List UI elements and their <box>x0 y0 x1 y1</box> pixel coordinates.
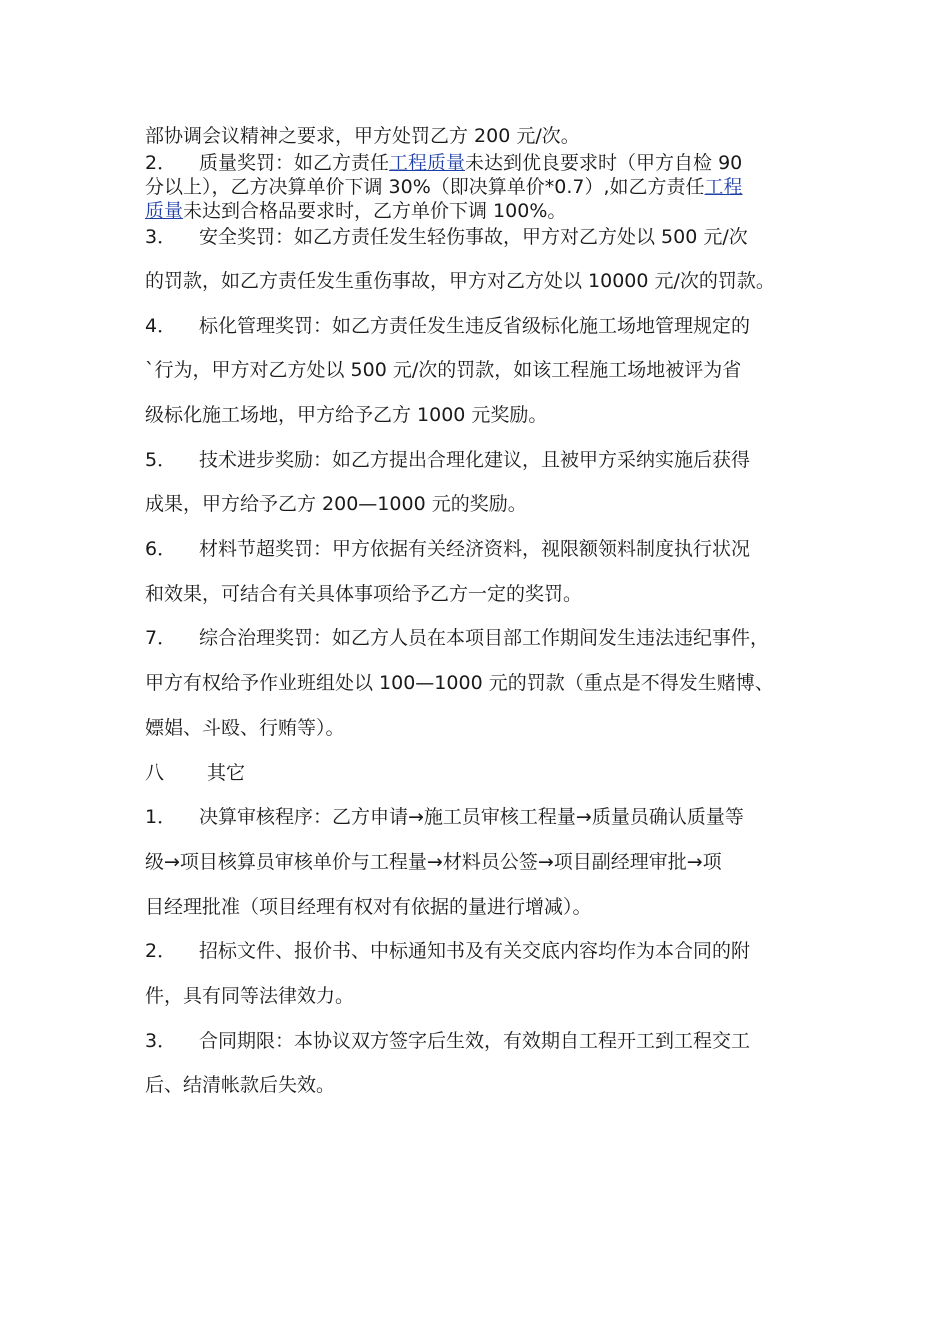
text-line <box>145 671 774 695</box>
text-line <box>145 269 775 293</box>
text-line <box>145 984 354 1008</box>
text-segment: 部协调会议精神之要求，甲方处罚乙方 200 元/次。 <box>145 125 580 147</box>
text-segment: 技术进步奖励：如乙方提出合理化建议，且被甲方采纳实施后获得 <box>199 449 751 471</box>
section-number: 八 <box>145 762 165 784</box>
text-segment: 招标文件、报价书、中标通知书及有关交底内容均作为本合同的附 <box>199 940 751 962</box>
item-number: 2． <box>145 152 177 174</box>
text-line <box>145 448 750 472</box>
text-segment: 未达到优良要求时（甲方自检 90 <box>465 152 743 174</box>
item-number: 6． <box>145 538 177 560</box>
text-line <box>145 151 742 175</box>
text-line <box>145 225 748 249</box>
text-line <box>145 626 769 650</box>
text-line <box>145 314 750 338</box>
text-line <box>145 537 750 561</box>
item-number: 3． <box>145 1030 177 1052</box>
item-number: 2． <box>145 940 177 962</box>
item-number: 3． <box>145 226 177 248</box>
text-segment: 目经理批准（项目经理有权对有依据的量进行增减）。 <box>145 896 592 918</box>
text-line <box>145 850 722 874</box>
item-number: 7． <box>145 627 177 649</box>
item-number: 4． <box>145 315 177 337</box>
text-line <box>145 716 345 740</box>
text-segment: 级→项目核算员审核单价与工程量→材料员公签→项目副经理审批→项 <box>145 851 722 873</box>
text-segment: 和效果，可结合有关具体事项给予乙方一定的奖罚。 <box>145 583 583 605</box>
text-line <box>145 1073 335 1097</box>
link-engineering-quality[interactable]: 工程 <box>704 176 743 198</box>
text-segment: 件，具有同等法律效力。 <box>145 985 355 1007</box>
text-segment: 甲方有权给予作业班组处以 100—1000 元的罚款（重点是不得发生赌博、 <box>145 672 774 694</box>
text-line <box>145 492 527 516</box>
section-title: 其它 <box>207 762 246 784</box>
text-line <box>145 358 741 382</box>
link-engineering-quality[interactable]: 质量 <box>145 200 184 222</box>
text-segment: 分以上），乙方决算单价下调 30%（即决算单价*0.7）,如乙方责任 <box>145 176 705 198</box>
text-segment: 标化管理奖罚：如乙方责任发生违反省级标化施工场地管理规定的 <box>199 315 751 337</box>
section-heading <box>145 761 245 785</box>
text-segment: 安全奖罚：如乙方责任发生轻伤事故，甲方对乙方处以 500 元/次 <box>199 226 748 248</box>
text-line <box>145 939 750 963</box>
text-segment: 质量奖罚：如乙方责任 <box>199 152 390 174</box>
text-segment: 材料节超奖罚：甲方依据有关经济资料，视限额领料制度执行状况 <box>199 538 751 560</box>
text-line <box>145 1029 750 1053</box>
text-line <box>145 403 547 427</box>
text-segment: `行为，甲方对乙方处以 500 元/次的罚款，如该工程施工场地被评为省 <box>145 359 742 381</box>
text-segment: 的罚款，如乙方责任发生重伤事故，甲方对乙方处以 10000 元/次的罚款。 <box>145 270 775 292</box>
text-line <box>145 199 566 223</box>
text-segment: 级标化施工场地，甲方给予乙方 1000 元奖励。 <box>145 404 548 426</box>
text-line <box>145 582 582 606</box>
text-line <box>145 175 743 199</box>
text-line <box>145 805 744 829</box>
text-segment: 后、结清帐款后失效。 <box>145 1074 336 1096</box>
item-number: 5． <box>145 449 177 471</box>
text-segment: 综合治理奖罚：如乙方人员在本项目部工作期间发生违法违纪事件， <box>199 627 770 649</box>
text-segment: 嫖娼、斗殴、行贿等）。 <box>145 717 345 739</box>
item-number: 1． <box>145 806 177 828</box>
text-line <box>145 124 580 148</box>
text-line <box>145 895 592 919</box>
text-segment: 决算审核程序：乙方申请→施工员审核工程量→质量员确认质量等 <box>199 806 744 828</box>
text-segment: 成果，甲方给予乙方 200—1000 元的奖励。 <box>145 493 527 515</box>
text-segment: 合同期限：本协议双方签字后生效，有效期自工程开工到工程交工 <box>199 1030 751 1052</box>
text-segment: 未达到合格品要求时，乙方单价下调 100%。 <box>183 200 567 222</box>
link-engineering-quality[interactable]: 工程质量 <box>389 152 466 174</box>
